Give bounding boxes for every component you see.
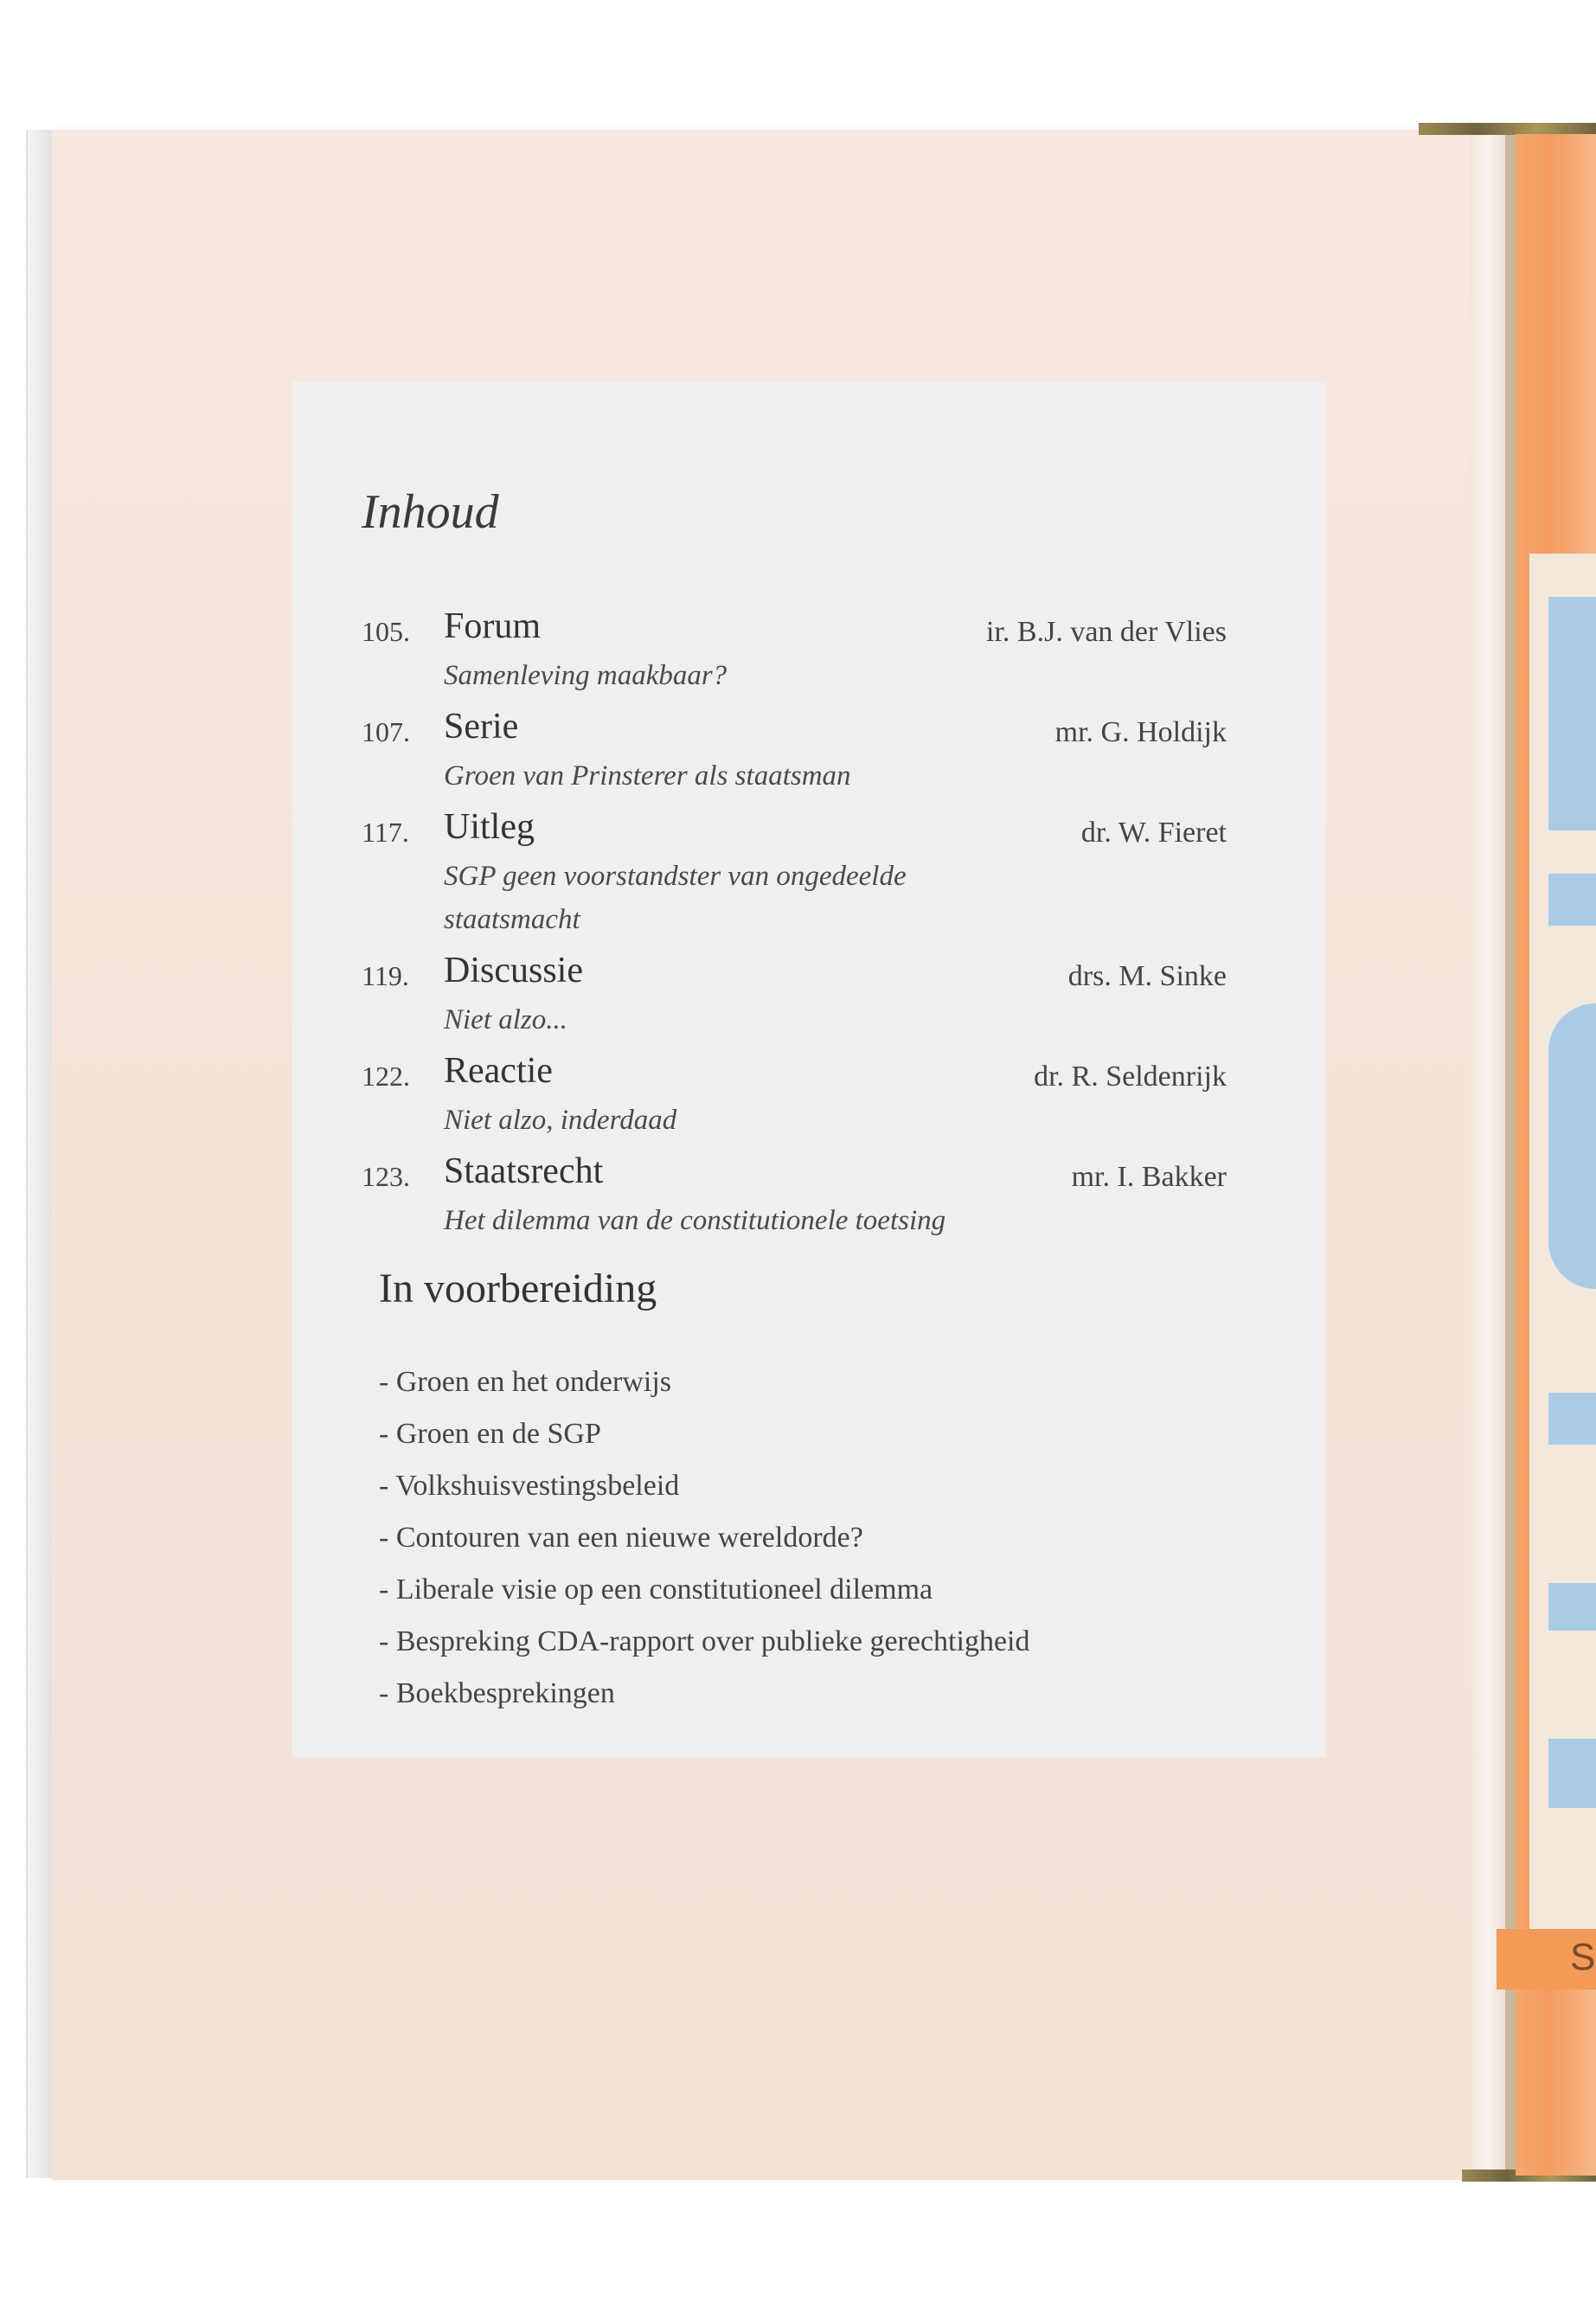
toc-section-title: Staatsrecht [444,1151,604,1191]
toc-section-title: Reactie [444,1051,553,1091]
list-item: - Boekbesprekingen [379,1668,1030,1720]
toc-page-number: 107. [362,716,410,747]
list-item: - Bespreking CDA-rapport over publieke gerechtigheid [379,1616,1030,1668]
toc-entry [362,606,1227,697]
cover-blue-block [1548,1393,1596,1445]
toc-page-number: 123. [362,1161,410,1192]
table-of-contents [362,606,1227,1251]
cover-letter: S [1570,1936,1596,1978]
toc-subtitle: Niet alzo... [444,1004,568,1035]
book-binding [1505,130,1516,2182]
toc-author: dr. W. Fieret [1080,817,1227,849]
cover-blue-block [1548,874,1596,926]
page-fold [1471,130,1509,2180]
toc-page-number: 117. [362,817,409,848]
cover-blue-block [1548,1003,1596,1289]
toc-entry [362,806,1227,941]
toc-subtitle: Het dilemma van de constitutionele toetsing [444,1205,946,1236]
list-item: - Liberale visie op een constitutioneel dilemma [379,1564,1030,1616]
toc-subtitle: Groen van Prinsterer als staatsman [444,760,851,792]
list-item: - Groen en het onderwijs [379,1356,1030,1408]
toc-section-title: Uitleg [444,807,535,847]
binding-top-edge [1419,123,1596,135]
list-item: - Volkshuisvestingsbeleid [379,1460,1030,1512]
toc-section-title: Discussie [444,951,583,990]
toc-subtitle: Niet alzo, inderdaad [444,1105,677,1136]
toc-author: dr. R. Seldenrijk [1034,1061,1227,1093]
list-item: - Contouren van een nieuwe wereldorde? [379,1512,1030,1564]
toc-entry [362,1150,1227,1242]
toc-page-number: 119. [362,960,409,991]
toc-section-title: Forum [444,606,542,646]
cover-blue-block [1548,597,1596,830]
toc-page-number: 122. [362,1061,410,1092]
cover-blue-block [1548,1583,1596,1631]
toc-page-number: 105. [362,616,410,647]
toc-entry [362,706,1227,798]
toc-author: mr. G. Holdijk [1054,716,1227,748]
contents-title: Inhoud [362,485,499,539]
preparation-list [379,1356,1030,1720]
toc-subtitle: Samenleving maakbaar? [444,660,727,691]
preparation-heading: In voorbereiding [379,1266,657,1311]
toc-subtitle: SGP geen voorstandster van ongedeelde staatsmacht [444,861,907,935]
toc-entry [362,1050,1227,1142]
toc-author: mr. I. Bakker [1071,1161,1227,1193]
toc-author: drs. M. Sinke [1067,960,1227,992]
cover-blue-block [1548,1739,1596,1808]
list-item: - Groen en de SGP [379,1408,1030,1460]
toc-entry [362,950,1227,1042]
toc-section-title: Serie [444,707,519,747]
toc-author: ir. B.J. van der Vlies [986,616,1227,648]
